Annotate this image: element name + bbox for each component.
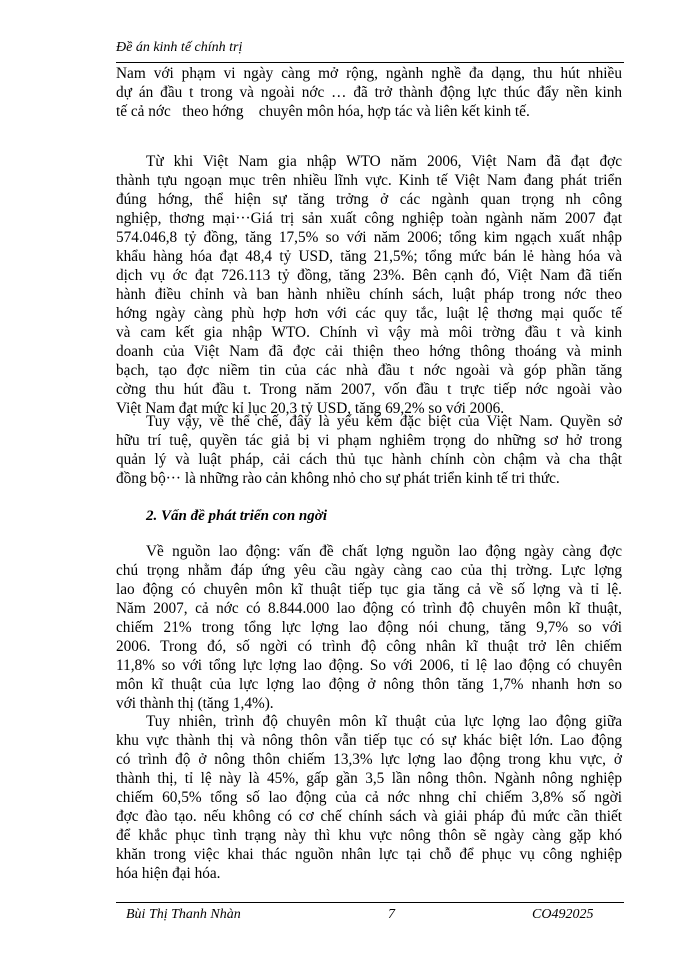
paragraph-1 <box>116 64 622 121</box>
text-line: đợc đào tạo. nếu không có cơ chế chính sách và giải pháp đủ mức cần thiết <box>116 808 622 825</box>
text-line: chiếm 21% trong tổng lực lợng lao động nói chung, tăng 9,7% so với <box>116 619 622 636</box>
text-line: để khắc phục tình trạng này thì khu vực nông thôn sẽ ngày càng gặp khó <box>116 827 622 844</box>
text-line: tế cả nớc theo hớng chuyên môn hóa, hợp tác và liên kết kinh tế. <box>116 103 530 120</box>
text-line: dịch vụ ớc đạt 726.113 tỷ đồng, tăng 23%. Bên cạnh đó, Việt Nam đã tiến <box>116 267 622 284</box>
text-line: môn kĩ thuật của lực lợng lao động ở nông thôn tăng 1,7% nhanh hơn so <box>116 676 622 693</box>
text-line: Tuy nhiên, trình độ chuyên môn kĩ thuật của lực lợng lao động giữa <box>146 713 622 730</box>
text-line: hớng ngày càng phù hợp hơn với các quy tắc, luật lệ thơng mại quốc tế <box>116 305 622 322</box>
text-line: Từ khi Việt Nam gia nhập WTO năm 2006, Việt Nam đã đạt đợc <box>146 153 622 170</box>
page-header-title: Đề án kinh tế chính trị <box>116 40 243 55</box>
text-line: chú trọng nhằm đáp ứng yêu cầu ngày càng cao của thị trờng. Lực lợng <box>116 562 622 579</box>
text-line: quản lý và luật pháp, cải cách thủ tục hành chính còn chậm và cha thật <box>116 451 622 468</box>
text-line: và cam kết gia nhập WTO. Chính vì vậy mà môi trờng đầu t và kinh <box>116 324 622 341</box>
text-line: 11,8% so với tổng lực lợng lao động. So với 2006, tỉ lệ lao động có chuyên <box>116 657 622 674</box>
text-line: cờng thu hút đầu t. Trong năm 2007, vốn đầu t trực tiếp nớc ngoài vào <box>116 381 622 398</box>
text-line: hóa hiện đại hóa. <box>116 865 221 882</box>
text-line: khu vực thành thị và nông thôn vẫn tiếp tục có sự khác biệt lớn. Lao động <box>116 732 622 749</box>
text-line: Tuy vậy, về thể chế, đây là yếu kém đặc biệt của Việt Nam. Quyền sở <box>146 413 622 430</box>
text-line: hành điều chỉnh và ban hành nhiều chính sách, luật pháp trong nớc theo <box>116 286 622 303</box>
text-line: Về nguồn lao động: vấn đề chất lợng nguồn lao động ngày càng đợc <box>146 543 622 560</box>
text-line: bạch, tạo đợc niềm tin của các nhà đầu t nớc ngoài và góp phần tăng <box>116 362 622 379</box>
text-line: Việt Nam đạt mức kỉ lục 20,3 tỷ USD, tăng 69,2% so với 2006. <box>116 400 505 417</box>
section-heading: 2. Vấn đề phát triển con ngời <box>146 508 327 524</box>
text-line: doanh của Việt Nam đã đợc cải thiện theo hớng thông thoáng và minh <box>116 343 622 360</box>
text-line: 574.046,8 tỷ đồng, tăng 17,5% so với năm 2006; tổng kim ngạch xuất nhập <box>116 229 622 246</box>
text-line: thành tựu ngoạn mục trên nhiều lĩnh vực. Kinh tế Việt Nam đang phát triển <box>116 172 622 189</box>
text-line: chiếm 60,5% tổng số lao động của cả nớc nhng chỉ chiếm 3,8% số ngời <box>116 789 622 806</box>
text-line: đồng bộ··· là những rào cản không nhỏ cho sự phát triển kinh tế tri thức. <box>116 470 560 487</box>
text-line: hữu trí tuệ, quyền tác giả bị vi phạm nghiêm trọng do những sơ hở trong <box>116 432 622 449</box>
paragraph-5 <box>116 712 622 883</box>
text-line: khăn trong việc khai thác nguồn nhân lực tại chỗ để phục vụ công nghiệp <box>116 846 622 863</box>
text-line: nghiệp, thơng mại···Giá trị sản xuất công nghiệp toàn ngành năm 2007 đạt <box>116 210 622 227</box>
header-divider <box>116 62 624 63</box>
footer-divider <box>116 902 624 903</box>
text-line: có trình độ ở nông thôn chiếm 13,3% lực lợng lao động trong khu vực, ở <box>116 751 622 768</box>
text-line: Nam với phạm vi ngày càng mở rộng, ngành nghề đa dạng, thu hút nhiều <box>116 65 622 82</box>
footer-page-number: 7 <box>388 907 395 922</box>
text-line: thành thị, tỉ lệ này là 45%, gấp gần 3,5 lần nông thôn. Ngành nông nghiệp <box>116 770 622 787</box>
text-line: lao động có chuyên môn kĩ thuật tiếp tục gia tăng cả về số lợng và tỉ lệ. <box>116 581 622 598</box>
paragraph-2 <box>116 152 622 418</box>
paragraph-4 <box>116 542 622 713</box>
footer-author: Bùi Thị Thanh Nhàn <box>126 907 241 922</box>
text-line: khẩu hàng hóa đạt 48,4 tỷ USD, tăng 21,5%; tổng mức bán lẻ hàng hóa và <box>116 248 622 265</box>
text-line: 2006. Trong đó, số ngời có trình độ công nhân kĩ thuật trở lên chiếm <box>116 638 622 655</box>
text-line: Năm 2007, cả nớc có 8.844.000 lao động có trình độ chuyên môn kĩ thuật, <box>116 600 622 617</box>
footer-document-code: CO492025 <box>532 907 594 922</box>
text-line: với thành thị (tăng 1,4%). <box>116 695 274 712</box>
paragraph-3 <box>116 412 622 488</box>
text-line: đúng hớng, thể hiện sự tăng trởng ở các ngành quan trọng nh công <box>116 191 622 208</box>
text-line: dự án đầu t trong và ngoài nớc … đã trở thành động lực thúc đẩy nền kinh <box>116 84 622 101</box>
